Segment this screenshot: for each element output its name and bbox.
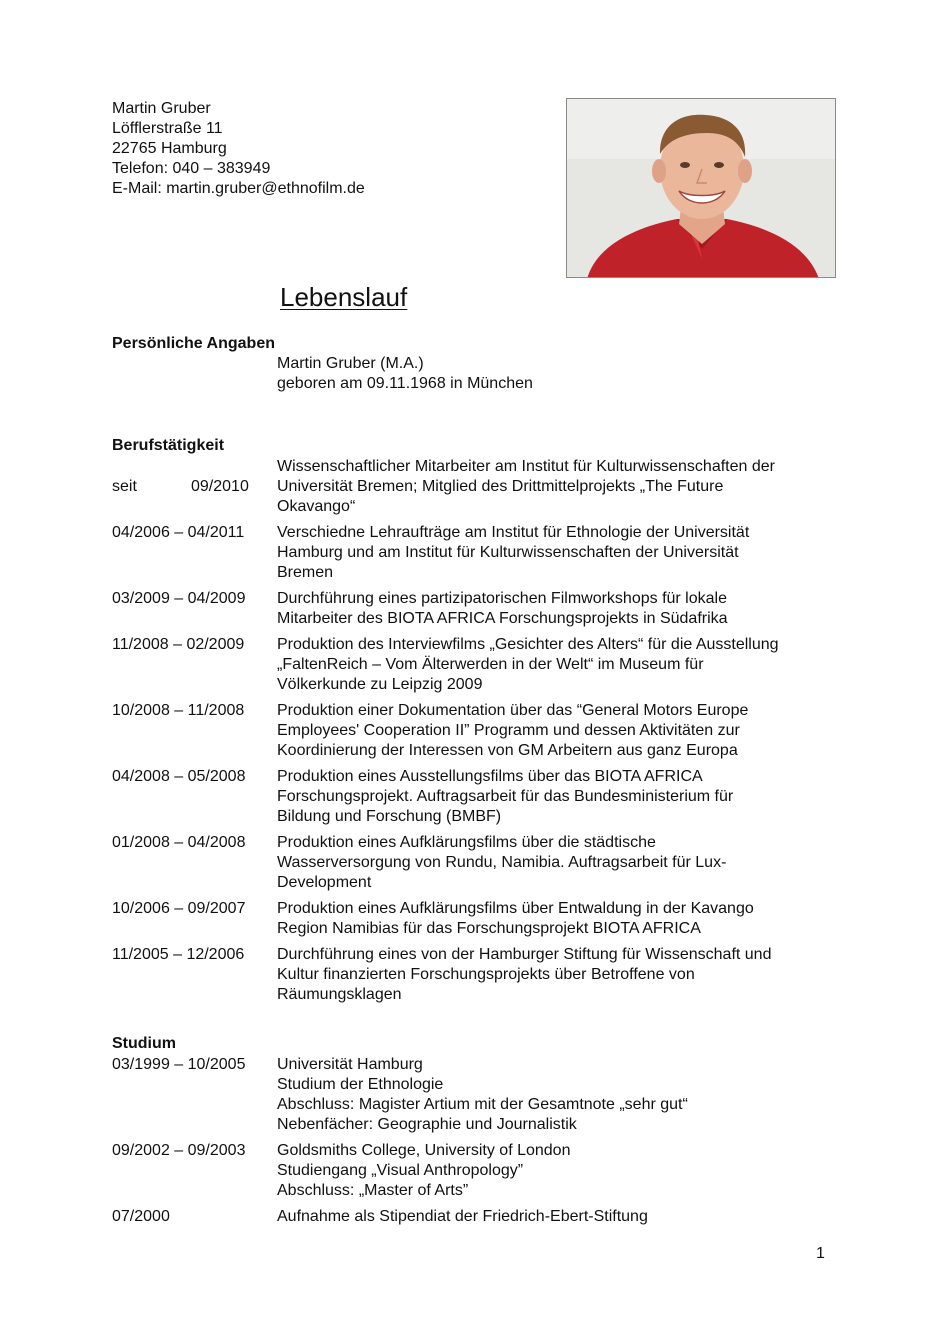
entry-description: Produktion eines Aufklärungsfilms über Entwaldung in der Kavango Region Namibias für das Forschungsprojekt BIOTA AFRICA [277,900,754,937]
personal-birth: geboren am 09.11.1968 in München [277,375,533,392]
address-phone: Telefon: 040 – 383949 [112,160,271,177]
address-street: Löfflerstraße 11 [112,120,223,137]
page-title: Lebenslauf [280,282,408,312]
entry-date: 11/2008 – 02/2009 [112,636,245,653]
address-city: 22765 Hamburg [112,140,227,157]
career-entry [112,589,852,629]
entry-date: 10/2006 – 09/2007 [112,900,246,917]
entry-date: seit 09/2010 [112,478,249,495]
section-heading-studies: Studium [112,1035,176,1052]
entry-date: 09/2002 – 09/2003 [112,1142,246,1159]
entry-date: 03/2009 – 04/2009 [112,590,246,607]
entry-date: 04/2008 – 05/2008 [112,768,246,785]
entry-description: Produktion einer Dokumentation über das “General Motors Europe Employees' Cooperation II” Programm und dessen Aktivitäten zur Koordinierung der Interessen von GM Arbeitern aus ganz Europa [277,702,749,759]
portrait-photo [566,98,836,278]
entry-date: 11/2005 – 12/2006 [112,946,245,963]
section-studies [112,1034,852,1227]
career-entry [112,701,852,761]
career-entry [112,833,852,893]
personal-name: Martin Gruber (M.A.) [277,355,424,372]
entry-description: Universität Hamburg Studium der Ethnologie Abschluss: Magister Artium mit der Gesamtnote „sehr gut“ Nebenfächer: Geographie und Journalistik [277,1056,688,1133]
entry-description: Produktion eines Aufklärungsfilms über die städtische Wasserversorgung von Rundu, Namibia. Auftragsarbeit für Lux- Development [277,834,727,891]
section-personal [112,334,852,394]
career-entry [112,523,852,583]
entry-description: Produktion eines Ausstellungsfilms über das BIOTA AFRICA Forschungsprojekt. Auftragsarbeit für das Bundesministerium für Bildung und Forschung (BMBF) [277,768,734,825]
career-entry [112,899,852,939]
studies-entry [112,1207,852,1227]
section-heading-personal: Persönliche Angaben [112,335,275,352]
entry-description: Durchführung eines partizipatorischen Filmworkshops für lokale Mitarbeiter des BIOTA AFRICA Forschungsprojekts in Südafrika [277,590,728,627]
entry-date: 03/1999 – 10/2005 [112,1056,246,1073]
entry-date: 04/2006 – 04/2011 [112,524,245,541]
section-heading-career: Berufstätigkeit [112,437,225,454]
entry-date: 01/2008 – 04/2008 [112,834,246,851]
address-block [112,99,365,199]
career-entry [112,945,852,1005]
entry-description: Verschiedne Lehraufträge am Institut für Ethnologie der Universität Hamburg und am Institut für Kulturwissenschaften der Universität Bremen [277,524,750,581]
entry-date: 07/2000 [112,1208,170,1225]
personal-details [112,354,852,394]
career-entry [112,635,852,695]
entry-description: Produktion des Interviewfilms „Gesichter des Alters“ für die Ausstellung „FaltenReich – Vom Älterwerden in der Welt“ im Museum für Völkerkunde zu Leipzig 2009 [277,636,779,693]
entry-date: 10/2008 – 11/2008 [112,702,245,719]
entry-description: Aufnahme als Stipendiat der Friedrich-Ebert-Stiftung [277,1208,648,1225]
entry-description: Durchführung eines von der Hamburger Stiftung für Wissenschaft und Kultur finanzierten Forschungsprojekts über Betroffene von Räumungsklagen [277,946,772,1003]
entry-description: Goldsmiths College, University of London Studiengang „Visual Anthropology” Abschluss: „Master of Arts” [277,1142,571,1199]
section-career [112,436,852,1005]
entry-description: Wissenschaftlicher Mitarbeiter am Institut für Kulturwissenschaften der Universität Bremen; Mitglied des Drittmittelprojekts „The Future Okavango“ [277,458,775,515]
studies-entry [112,1055,852,1135]
studies-entry [112,1141,852,1201]
page-number: 1 [816,1245,825,1262]
address-name: Martin Gruber [112,100,211,117]
address-email: E-Mail: martin.gruber@ethnofilm.de [112,180,365,197]
career-entry [112,457,852,517]
career-entry [112,767,852,827]
